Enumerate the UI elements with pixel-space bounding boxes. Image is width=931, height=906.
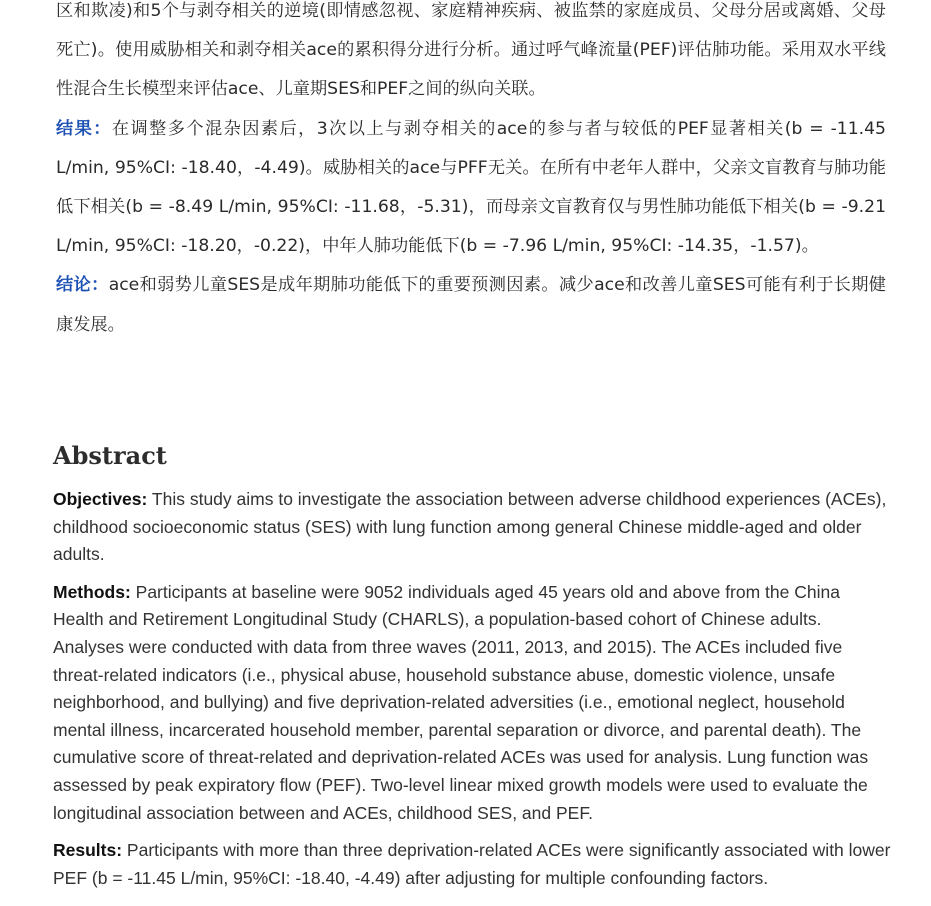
- chinese-results-paragraph: [56, 110, 886, 267]
- methods-text: Participants at baseline were 9052 individuals aged 45 years old and above from the China Health and Retirement Longitudinal Study (CHARLS), a population-based cohort of Chinese adults. Analyses were conducted with data from three waves (2011, 2013, and 2015). The ACEs included five threat-related indicators (i.e., physical abuse, household substance abuse, domestic violence, unsafe neighborhood, and bullying) and five deprivation-related adversities (i.e., emotional neglect, household mental illness, incarcerated household member, parental separation or divorce, and parental death). The cumulative score of threat-related and deprivation-related ACEs was used for analysis. Lung function was assessed by peak expiratory flow (PEF). Two-level linear mixed growth models were used to evaluate the longitudinal association between and ACEs, childhood SES, and PEF.: [53, 581, 869, 823]
- objectives-text: This study aims to investigate the association between adverse childhood experiences (ACEs), childhood socioeconomic status (SES) with lung function among general Chinese middle-aged and older adults.: [53, 489, 887, 565]
- results-paragraph: [53, 837, 893, 892]
- objectives-label: Objectives:: [53, 489, 148, 509]
- results-text: Participants with more than three deprivation-related ACEs were significantly associated with lower PEF (b = -11.45 L/min, 95%CI: -18.40, -4.49) after adjusting for multiple confounding factors.: [53, 840, 891, 888]
- methods-label: Methods:: [53, 581, 131, 602]
- article-content: [0, 0, 931, 345]
- chinese-conclusion-text: ace和弱势儿童SES是成年期肺功能低下的重要预测因素。减少ace和改善儿童SES可能有利于长期健康发展。: [56, 275, 886, 335]
- chinese-abstract: [0, 0, 886, 345]
- chinese-results-text: 在调整多个混杂因素后，3次以上与剥夺相关的ace的参与者与较低的PEF显著相关(b = -11.45 L/min, 95%CI: -18.40，-4.49)。威胁相关的ace与PFF无关。在所有中老年人群中，父亲文盲教育与肺功能低下相关(b = -8.49 L/min, 95%CI: -11.68，-5.31)，而母亲文盲教育仅与男性肺功能低下相关(b = -9.21 L/min, 95%CI: -18.20，-0.22)，中年人肺功能低下(b = -7.96 L/min, 95%CI: -14.35，-1.57)。: [56, 118, 886, 257]
- chinese-methods-text: 区和欺凌)和5个与剥夺相关的逆境(即情感忽视、家庭精神疾病、被监禁的家庭成员、父母分居或离婚、父母死亡)。使用威胁相关和剥夺相关ace的累积得分进行分析。通过呼气峰流量(PEF)评估肺功能。采用双水平线性混合生长模型来评估ace、儿童期SES和PEF之间的纵向关联。: [56, 1, 886, 100]
- chinese-results-label: 结果：: [56, 118, 112, 139]
- chinese-conclusion-paragraph: [56, 266, 886, 344]
- chinese-methods-paragraph: [56, 0, 886, 110]
- methods-paragraph: [53, 579, 893, 827]
- results-label: Results:: [53, 840, 123, 861]
- objectives-paragraph: [53, 486, 893, 569]
- abstract-heading: Abstract: [53, 441, 167, 470]
- english-abstract: [53, 440, 893, 902]
- chinese-conclusion-label: 结论：: [56, 275, 109, 296]
